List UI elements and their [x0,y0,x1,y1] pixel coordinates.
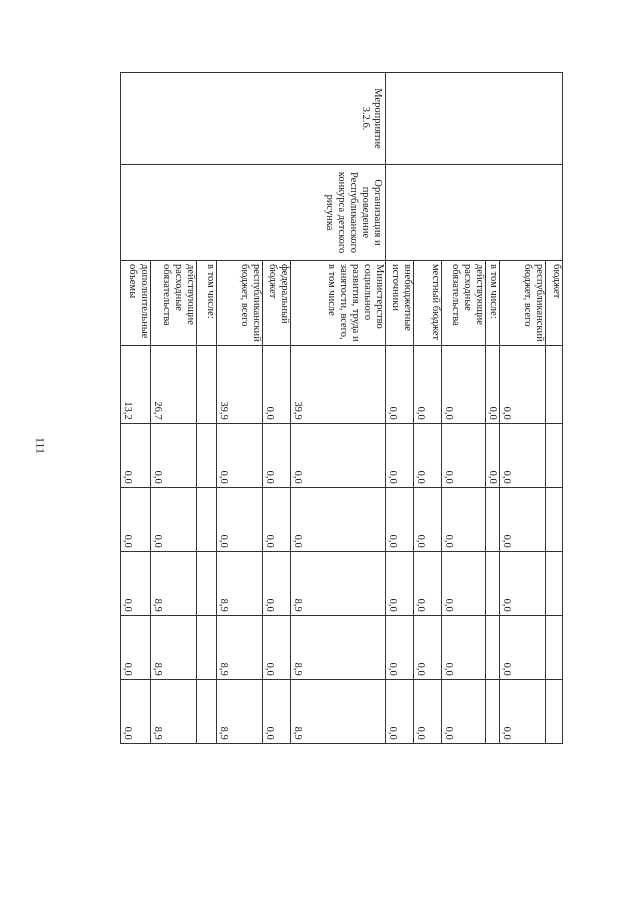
table-cell: 0,0 [414,615,442,679]
table-cell: 39,9 [291,345,386,423]
table-cell: 39,9 [217,345,263,423]
row-label: бюджет [546,261,563,346]
table-cell: 0,0 [442,487,486,551]
table-cell: 8,9 [291,551,386,615]
table-cell: 0,0 [263,345,291,423]
table-cell [486,551,500,615]
table-cell: 0,0 [217,423,263,487]
table-cell: 8,9 [217,551,263,615]
activity-name: Организация и проведение Республиканского конкурса детского рисунка [121,165,386,261]
table-cell: 8,9 [151,679,197,743]
table-cell: 0,0 [121,615,151,679]
table-cell [486,615,500,679]
table-cell: 0,0 [442,423,486,487]
table-cell: 0,0 [121,423,151,487]
table-cell: 0,0 [121,551,151,615]
budget-table [120,72,563,744]
table-cell: 8,9 [291,615,386,679]
table-cell: 0,0 [263,615,291,679]
table-cell: 0,0 [414,487,442,551]
activity-code: Мероприятие 3.2.6. [121,73,386,165]
table-cell: 0,0 [386,423,414,487]
table-cell: 0,0 [442,551,486,615]
table-cell: 8,9 [151,551,197,615]
table-cell: 8,9 [151,615,197,679]
table-cell: 26,7 [151,345,197,423]
table-cell [546,679,563,743]
table-cell [197,487,217,551]
table-cell [546,551,563,615]
table-cell: 0,0 [486,423,500,487]
table-cell [197,551,217,615]
prev-activity-code-cell [386,73,563,165]
table-cell: 0,0 [386,345,414,423]
table-cell: 0,0 [263,487,291,551]
table-cell: 0,0 [442,679,486,743]
table-cell: 0,0 [386,551,414,615]
table-cell: 0,0 [151,423,197,487]
table-cell [197,615,217,679]
table-cell: 0,0 [414,423,442,487]
table-cell: 0,0 [291,487,386,551]
table-row [291,73,386,744]
table-cell: 0,0 [442,345,486,423]
row-label: дополнительные объемы [121,261,151,346]
table-cell [486,487,500,551]
table-cell: 0,0 [500,345,546,423]
table-cell: 0,0 [386,679,414,743]
table-cell: 0,0 [414,345,442,423]
table-cell: 0,0 [121,679,151,743]
table-cell: 0,0 [386,487,414,551]
row-label: в том числе: [486,261,500,346]
row-label: республиканский бюджет, всего [217,261,263,346]
table-cell [546,615,563,679]
table-cell: 0,0 [121,487,151,551]
row-label: действующие расходные обязательства [442,261,486,346]
table-cell: 0,0 [486,345,500,423]
table-cell [197,679,217,743]
table-cell [197,423,217,487]
prev-activity-name-cell [386,165,563,261]
table-cell: 0,0 [217,487,263,551]
row-label: местный бюджет [414,261,442,346]
table-cell: 8,9 [217,679,263,743]
table-cell: 0,0 [500,551,546,615]
row-label: республиканский бюджет, всего [500,261,546,346]
table-cell: 0,0 [151,487,197,551]
table-cell: 0,0 [500,615,546,679]
table-cell: 13,2 [121,345,151,423]
table-cell [546,423,563,487]
table-cell: 0,0 [500,423,546,487]
executor-label: Министерство социального развития, труда и занятости, всего, в том числе [291,261,386,346]
row-label: действующие расходные обязательства [151,261,197,346]
table-cell [197,345,217,423]
table-cell: 0,0 [291,423,386,487]
table-row [546,73,563,744]
table-cell: 0,0 [500,679,546,743]
table-cell: 0,0 [263,423,291,487]
table-cell: 0,0 [414,679,442,743]
table-cell [546,487,563,551]
table-cell: 0,0 [442,615,486,679]
row-label: в том числе: [197,261,217,346]
table-cell: 0,0 [500,487,546,551]
table-cell [486,679,500,743]
table-cell [546,345,563,423]
table-cell: 0,0 [263,551,291,615]
page-number: 111 [33,436,48,455]
table-cell: 0,0 [386,615,414,679]
row-label: внебюджетные источники [386,261,414,346]
row-label: федеральный бюджет [263,261,291,346]
table-cell: 8,9 [291,679,386,743]
table-cell: 8,9 [217,615,263,679]
table-cell: 0,0 [263,679,291,743]
table-cell: 0,0 [414,551,442,615]
